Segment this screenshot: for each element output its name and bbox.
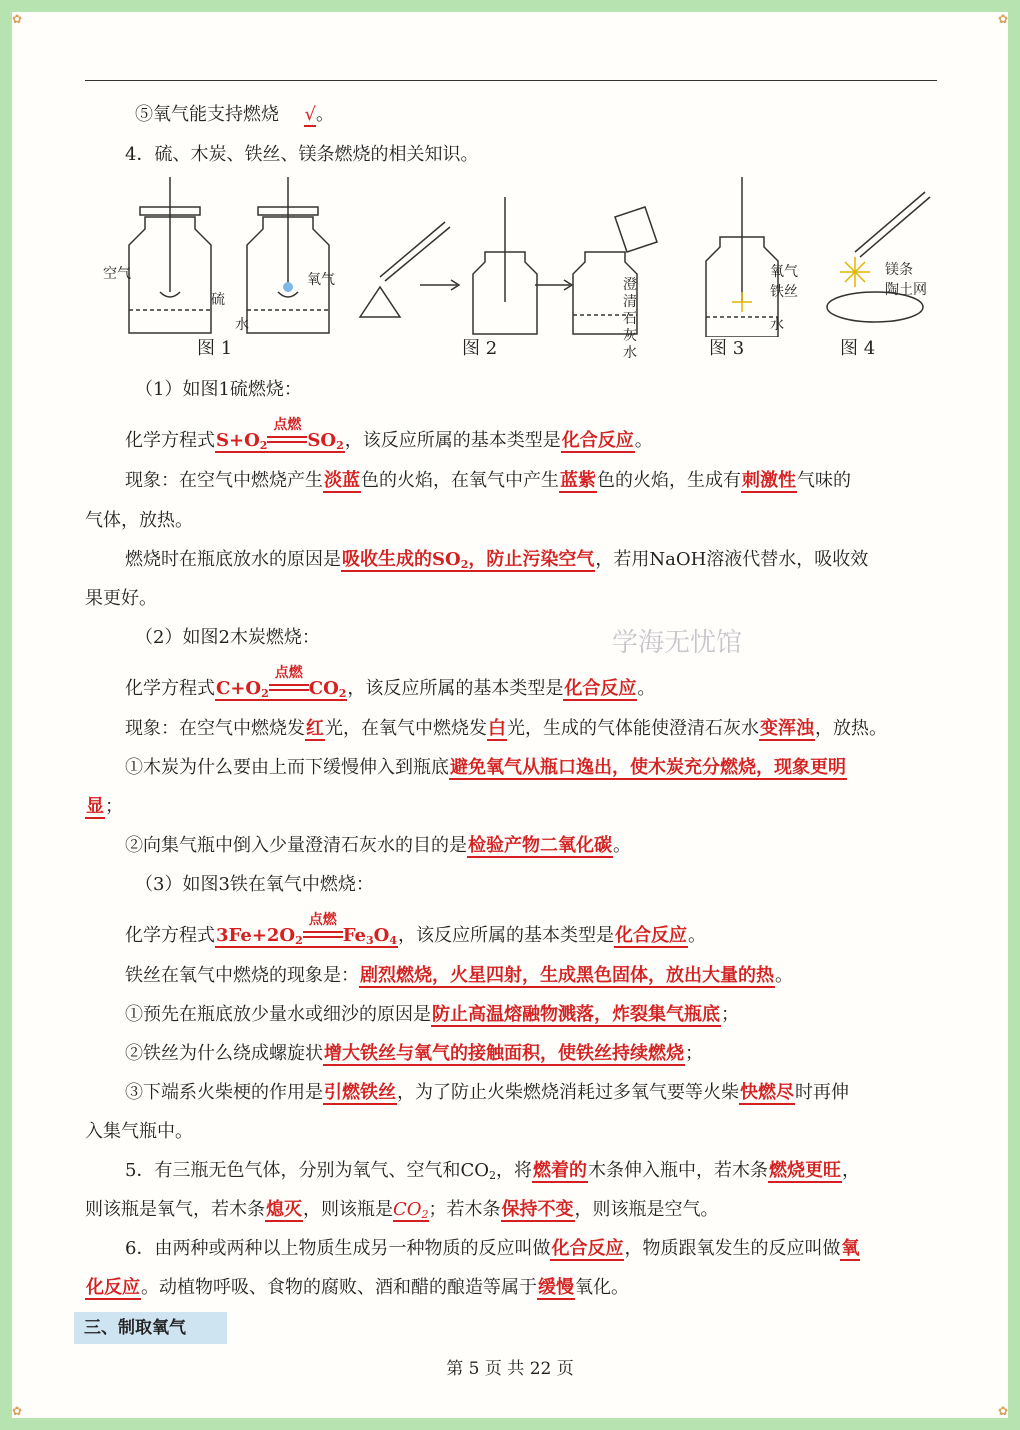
- caption-fig1: 图 1: [197, 338, 233, 359]
- p1-heading: （1）如图1硫燃烧：: [135, 379, 302, 400]
- document-page: [12, 12, 1008, 1418]
- label-gauze: 陶土网: [885, 282, 927, 298]
- p1-water-reason-cont: 果更好。: [85, 588, 157, 609]
- apparatus-drawings: [85, 177, 945, 337]
- p1-equation: 化学方程式$S+O_2$ 点燃 $SO_2$，该反应所属的基本类型是化合反应。: [125, 417, 653, 452]
- question-5-cont: 则该瓶是氧气，若木条熄灭，则该瓶是$CO_2$；若木条保持不变，则该瓶是空气。: [85, 1199, 719, 1221]
- p2-question-1: ①木炭为什么要由上而下缓慢伸入到瓶底避免氧气从瓶口逸出，使木炭充分燃烧，现象更明: [125, 757, 846, 778]
- label-iron-wire: 铁丝: [770, 284, 798, 300]
- label-magnesium: 镁条: [885, 262, 913, 278]
- label-water-fig3: 水: [770, 317, 784, 333]
- corner-ornament: ✿: [12, 12, 23, 26]
- corner-ornament: ✿: [997, 1404, 1008, 1418]
- label-oxygen-fig3: 氧气: [770, 264, 798, 280]
- label-limewater: 澄清石灰水: [623, 277, 637, 361]
- section-title: 三、制取氧气: [74, 1312, 227, 1344]
- p3-heading: （3）如图3铁在氧气中燃烧：: [135, 874, 374, 895]
- p2-equation: 化学方程式$C+O_2$ 点燃 $CO_2$，该反应所属的基本类型是化合反应。: [125, 665, 656, 700]
- question-6: 6．由两种或两种以上物质生成另一种物质的反应叫做化合反应，物质跟氧发生的反应叫做氧: [125, 1238, 860, 1259]
- watermark: 学海无忧馆: [612, 628, 743, 658]
- label-sulfur: 硫: [211, 292, 225, 308]
- answer-check: √: [304, 104, 316, 125]
- caption-fig2: 图 2: [462, 338, 498, 359]
- header-rule: [85, 80, 937, 81]
- p2-heading: （2）如图2木炭燃烧：: [135, 627, 320, 648]
- statement-5: ⑤氧气能支持燃烧 √。: [135, 104, 334, 125]
- question-5: 5．有三瓶无色气体，分别为氧气、空气和$CO_2$，将燃着的木条伸入瓶中，若木条燃烧更旺，: [125, 1160, 860, 1182]
- p3-phenomenon: 铁丝在氧气中燃烧的现象是：剧烈燃烧，火星四射，生成黑色固体，放出大量的热。: [125, 965, 793, 986]
- caption-fig3: 图 3: [709, 338, 745, 359]
- page-footer: 第 5 页 共 22 页: [446, 1359, 574, 1379]
- label-air: 空气: [103, 266, 131, 282]
- question-4: 4．硫、木炭、铁丝、镁条燃烧的相关知识。: [125, 144, 479, 165]
- p1-water-reason: 燃烧时在瓶底放水的原因是吸收生成的$SO_2$，防止污染空气，若用NaOH溶液代替水，吸收效: [125, 549, 869, 571]
- caption-fig4: 图 4: [840, 338, 876, 359]
- p2-phenomenon: 现象：在空气中燃烧发红光，在氧气中燃烧发白光，生成的气体能使澄清石灰水变浑浊，放热。: [125, 718, 887, 739]
- p3-question-2: ②铁丝为什么绕成螺旋状增大铁丝与氧气的接触面积，使铁丝持续燃烧；: [125, 1043, 703, 1064]
- label-water: 水: [235, 317, 249, 333]
- p3-question-3-cont: 入集气瓶中。: [85, 1121, 193, 1142]
- label-oxygen: 氧气: [307, 272, 335, 288]
- question-6-cont: 化反应。动植物呼吸、食物的腐败、酒和醋的酿造等属于缓慢氧化。: [86, 1277, 629, 1298]
- p3-equation: 化学方程式$3Fe+2O_2$ 点燃 $Fe_3O_4$，该反应所属的基本类型是化合反应。: [125, 912, 706, 947]
- p2-question-2: ②向集气瓶中倒入少量澄清石灰水的目的是检验产物二氧化碳。: [125, 835, 631, 856]
- p3-question-1: ①预先在瓶底放少量水或细沙的原因是防止高温熔融物溅落，炸裂集气瓶底；: [125, 1004, 739, 1025]
- p2-question-1-cont: 显；: [86, 796, 123, 817]
- p3-question-3: ③下端系火柴梗的作用是引燃铁丝，为了防止火柴燃烧消耗过多氧气要等火柴快燃尽时再伸: [125, 1082, 849, 1103]
- p1-phenomenon-cont: 气体，放热。: [85, 510, 193, 531]
- corner-ornament: ✿: [997, 12, 1008, 26]
- corner-ornament: ✿: [12, 1404, 23, 1418]
- p1-phenomenon: 现象：在空气中燃烧产生淡蓝色的火焰，在氧气中产生蓝紫色的火焰，生成有刺激性气味的: [125, 470, 851, 491]
